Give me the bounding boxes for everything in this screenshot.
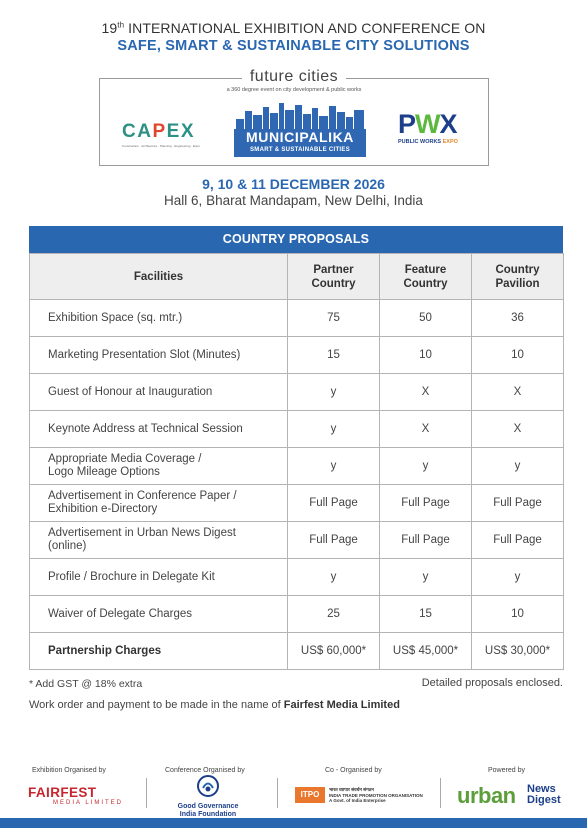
partner-cell: y: [288, 559, 380, 596]
organiser-divider: [440, 778, 441, 808]
gg-name-2: India Foundation: [179, 811, 237, 818]
facility-line-1: Waiver of Delegate Charges: [48, 607, 193, 620]
capex-logo: [122, 121, 204, 148]
itpo-english: INDIA TRADE PROMOTION ORGANISATION: [329, 792, 423, 798]
table-row: [30, 300, 564, 337]
table-row: [30, 411, 564, 448]
table-row: [30, 337, 564, 374]
feature-cell: 10: [380, 337, 472, 374]
pwx-w: W: [415, 109, 440, 139]
facility-cell: [30, 522, 288, 559]
feature-cell: X: [380, 411, 472, 448]
pavilion-charge-cell: US$ 30,000*: [472, 633, 564, 670]
table-row: [30, 559, 564, 596]
pavilion-cell: 10: [472, 337, 564, 374]
facility-line-1: Appropriate Media Coverage /: [48, 453, 202, 465]
facility-line-1: Exhibition Space (sq. mtr.): [48, 311, 183, 324]
facility-line-2: (online): [48, 540, 87, 552]
conference-organiser-label: Conference Organised by: [165, 767, 245, 774]
work-order-company: Fairfest Media Limited: [283, 699, 400, 711]
facility-line-2: Exhibition e-Directory: [48, 503, 158, 515]
edition-suffix: th: [117, 20, 125, 30]
pavilion-cell: y: [472, 559, 564, 596]
urban-news-digest-logo: [457, 781, 565, 811]
itpo-logo: [295, 787, 425, 805]
feature-charge-cell: US$ 45,000*: [380, 633, 472, 670]
total-label-cell: Partnership Charges: [30, 633, 288, 670]
feature-cell: y: [380, 559, 472, 596]
partner-cell: Full Page: [288, 485, 380, 522]
table-row: [30, 485, 564, 522]
country-proposals-table: [29, 226, 563, 670]
capex-p: P: [152, 121, 167, 142]
work-order-prefix: Work order and payment to be made in the name of: [29, 699, 284, 711]
event-dates: 9, 10 & 11 DECEMBER 2026: [202, 176, 385, 192]
organiser-divider: [277, 778, 278, 808]
header-pavilion-l1: Country: [495, 263, 540, 276]
facility-line-1: Guest of Honour at Inauguration: [48, 385, 213, 398]
urban-text: urban: [457, 783, 516, 808]
header-facilities: [30, 254, 288, 300]
edition-rest: INTERNATIONAL EXHIBITION AND CONFERENCE ON: [124, 20, 486, 36]
itpo-text: [329, 787, 423, 804]
fairfest-sub: MEDIA LIMITED: [52, 800, 123, 806]
pavilion-cell: 10: [472, 596, 564, 633]
header-feature-l1: Feature: [404, 263, 447, 276]
gg-name-1: Good Governance: [177, 803, 239, 810]
table-row: [30, 596, 564, 633]
partner-cell: 25: [288, 596, 380, 633]
event-edition-line: [0, 20, 587, 36]
partner-cell: y: [288, 374, 380, 411]
fairfest-name: FAIRFEST: [28, 785, 97, 800]
partner-charge-cell: US$ 60,000*: [288, 633, 380, 670]
municipalika-name: MUNICIPALIKA: [245, 129, 355, 145]
pavilion-cell: X: [472, 374, 564, 411]
facility-cell: [30, 596, 288, 633]
pavilion-cell: X: [472, 411, 564, 448]
partner-cell: y: [288, 411, 380, 448]
good-governance-icon: [197, 775, 219, 797]
footer-bar: [0, 818, 587, 828]
header-facilities-text: Facilities: [133, 270, 184, 283]
pwx-logo: [398, 109, 478, 159]
gst-note: * Add GST @ 18% extra: [29, 678, 143, 690]
feature-cell: X: [380, 374, 472, 411]
feature-cell: Full Page: [380, 522, 472, 559]
itpo-box: ITPO: [295, 787, 325, 803]
partner-cell: Full Page: [288, 522, 380, 559]
table-header-row: [30, 254, 564, 300]
municipalika-tagline: SMART & SUSTAINABLE CITIES: [249, 147, 351, 153]
fairfest-logo: [28, 786, 123, 806]
co-organiser-label: Co - Organised by: [325, 767, 382, 774]
exhibition-organiser-label: Exhibition Organised by: [32, 767, 106, 774]
skyline-icon: [234, 101, 366, 131]
feature-cell: 50: [380, 300, 472, 337]
facility-cell: [30, 374, 288, 411]
pavilion-cell: Full Page: [472, 522, 564, 559]
header-partner-country: [288, 254, 380, 300]
pwx-expo: EXPO: [442, 139, 458, 145]
partner-cell: y: [288, 448, 380, 485]
partner-cell: 15: [288, 337, 380, 374]
capex-ex: EX: [166, 121, 195, 142]
capex-ca: CA: [122, 121, 153, 142]
header-partner-l2: Country: [311, 277, 356, 290]
facility-cell: [30, 411, 288, 448]
facility-line-1: Advertisement in Conference Paper /: [48, 490, 237, 502]
news-text: News: [527, 783, 556, 795]
event-theme: SAFE, SMART & SUSTAINABLE CITY SOLUTIONS: [117, 38, 470, 54]
header-partner-l1: Partner: [313, 263, 354, 276]
facility-cell: [30, 337, 288, 374]
partner-cell: 75: [288, 300, 380, 337]
facility-line-1: Keynote Address at Technical Session: [48, 422, 243, 435]
event-venue: Hall 6, Bharat Mandapam, New Delhi, India: [164, 193, 423, 208]
future-cities-title: [100, 68, 488, 86]
itpo-hindi: भारत व्यापार संवर्धन संगठन: [329, 787, 374, 792]
pwx-x: X: [439, 109, 457, 139]
facility-line-1: Advertisement in Urban News Digest: [48, 527, 236, 539]
feature-cell: Full Page: [380, 485, 472, 522]
feature-cell: 15: [380, 596, 472, 633]
detailed-proposals-note: Detailed proposals enclosed.: [421, 677, 563, 689]
future-cities-subtitle: a 360 degree event on city development & public works: [226, 87, 362, 93]
municipalika-band: [234, 129, 366, 157]
pavilion-cell: 36: [472, 300, 564, 337]
pwx-sub: PUBLIC WORKS: [398, 139, 442, 145]
organiser-divider: [146, 778, 147, 808]
news-digest-text: [527, 784, 561, 806]
partnership-charges-row: [30, 633, 564, 670]
future-cities-text: future cities: [242, 68, 346, 85]
pavilion-cell: y: [472, 448, 564, 485]
table-row: [30, 448, 564, 485]
table-row: [30, 522, 564, 559]
digest-text: Digest: [527, 794, 561, 806]
facility-cell: [30, 448, 288, 485]
facility-line-2: Logo Mileage Options: [48, 466, 160, 478]
table-row: [30, 374, 564, 411]
facility-cell: [30, 300, 288, 337]
facility-cell: [30, 485, 288, 522]
header-country-pavilion: [472, 254, 564, 300]
event-header: [0, 0, 587, 54]
facility-cell: [30, 559, 288, 596]
facility-line-1: Profile / Brochure in Delegate Kit: [48, 570, 215, 583]
itpo-govt: A Govt. of India Enterprise: [329, 798, 386, 803]
facility-line-1: Marketing Presentation Slot (Minutes): [48, 348, 241, 361]
good-governance-logo: [172, 775, 244, 819]
future-cities-logo-box: [99, 68, 489, 166]
header-feature-country: [380, 254, 472, 300]
proposals-grid: [29, 253, 564, 670]
pavilion-cell: Full Page: [472, 485, 564, 522]
powered-by-label: Powered by: [488, 767, 525, 774]
municipalika-logo: [234, 101, 366, 157]
edition-number: 19: [101, 20, 118, 36]
feature-cell: y: [380, 448, 472, 485]
capex-tagline: Construction · Architecture · Planning · Engineering · Expo: [122, 144, 200, 148]
table-banner: COUNTRY PROPOSALS: [29, 226, 563, 253]
pwx-p: P: [398, 109, 416, 139]
header-pavilion-l2: Pavilion: [495, 277, 540, 290]
work-order-note: [29, 699, 400, 711]
header-feature-l2: Country: [403, 277, 448, 290]
